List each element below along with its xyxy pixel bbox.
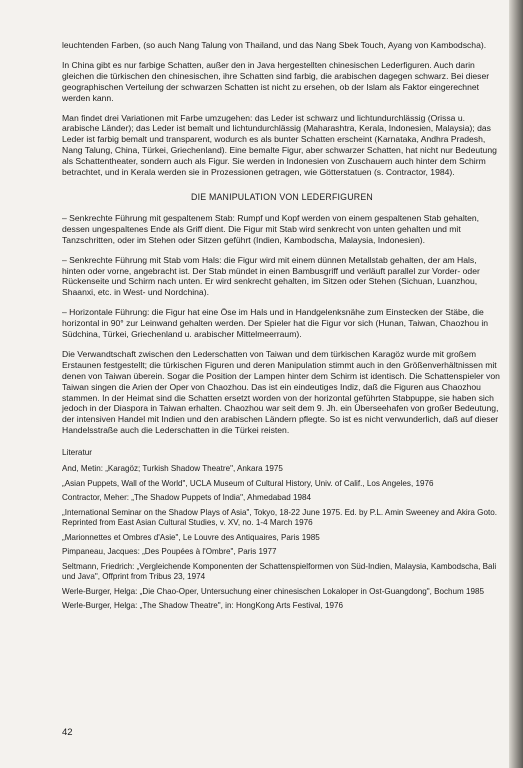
reference-item: Werle-Burger, Helga: „Die Chao-Oper, Untersuchung einer chinesischen Lokaloper in Ost-Guangdong", Bochum 1985 [62,586,485,596]
paragraph: In China gibt es nur farbige Schatten, außer den in Java hergestellten chinesischen Lederfiguren. Auch darin gleichen die türkischen den chinesischen, ihre Schatten sind farbig, die arabischen dagegen schwarz. Bei dieser geographischen Verteilung der schwarzen Schatten ist nicht zu ersehen, ob der Islam als Faktor eingerechnet werden kann. [62,59,490,103]
paragraph: Die Verwandtschaft zwischen den Lederschatten von Taiwan und dem türkischen Karagöz wurde mit großem Erstaunen festgestellt; die türkischen Figuren und deren Manipulation stimmt auch in den Größenverhältnissen mit denen von Taiwan überein. Sogar die Position der Lampen hinter dem Schirm ist identisch. Die Schattenspieler von Taiwan singen die Arien der Oper von Chaozhou. Das ist ein eindeutiges Indiz, daß die Figuren aus Chaozhou stammen. In der Heimat sind die Schatten ersetzt worden von der horizontal geführten Stabpuppe, sie haben sich jedoch in der Diaspora in Taiwan erhalten. Chaozhou war seit dem 9. Jh. ein Überseehafen von großer Bedeutung, der intensiven Handel mit Indien und den arabischen Ländern pflegte. So ist es nicht verwunderlich, daß auf dieser Handelsstraße auch die Lederschatten in die Türkei reisten. [62,348,500,436]
reference-item: „Marionnettes et Ombres d'Asie", Le Louvre des Antiquaires, Paris 1985 [62,532,320,542]
paragraph: Man findet drei Variationen mit Farbe umzugehen: das Leder ist schwarz und lichtundurchlässig (Orissa u. arabische Länder); das Leder ist bemalt und lichtundurchlässig (Maharashtra, Kerala, Indonesien, Malaysia); das Leder ist farbig bemalt und transparent, wodurch es als bunter Schatten erscheint (Karnataka, Andhra Pradesh, Nang Talung, China, Türkei, Griechenland). Eine bemalte Figur, aber schwarzer Schatten, hat nicht nur Bedeutung als Schattentheater, sondern auch als Figur. Sie werden in Indonesien von Zuschauern auch hinter dem Schirm betrachtet, und in Kerala werden sie in Prozessionen getragen, wie Götterstatuen (s. Contractor, 1984). [62,112,497,178]
paragraph: leuchtenden Farben, (so auch Nang Talung von Thailand, und das Nang Sbek Touch, Ayang von Kambodscha). [62,40,487,50]
references-title: Literatur [62,448,93,458]
reference-item: „Asian Puppets, Wall of the World", UCLA Museum of Cultural History, Univ. of Calif., Los Angeles, 1976 [62,478,434,488]
paragraph: – Horizontale Führung: die Figur hat eine Öse im Hals und in Handgelenksnähe zum Einstecken der Stäbe, die horizontal in 90° zur Leinwand gehalten werden. Der Spieler hat die Figur vor sich (Hunan, Taiwan, Chaozhou in Südchina, Türkei, Griechenland u. arabischer Mittelmeerraum). [62,307,489,340]
reference-item: „International Seminar on the Shadow Plays of Asia", Tokyo, 18-22 June 1975. Ed. by P.L. Amin Sweeney and Akira Goto. Reprinted from East Asian Cultural Studies, v. XV, no. 1-4 March 1976 [62,507,497,528]
page-edge-shadow [509,0,523,768]
page-number: 42 [62,727,73,738]
section-heading: DIE MANIPULATION VON LEDERFIGUREN [191,191,373,202]
reference-item: Pimpaneau, Jacques: „Des Poupées à l'Ombre", Paris 1977 [62,547,277,557]
page-content [62,40,502,616]
reference-item: Seltmann, Friedrich: „Vergleichende Komponenten der Schattenspielformen von Süd-Indien, Malaysia, Kambodscha, Bali und Java", Offprint from Tribus 23, 1974 [62,561,497,582]
paragraph: – Senkrechte Führung mit gespaltenem Stab: Rumpf und Kopf werden von einem gespaltenen Stab gehalten, dessen ungespaltenes Ende als Griff dient. Die Figur mit Stab wird senkrecht von unten gehalten und mit Tanzschritten, oder im Stehen oder Sitzen geführt (Indien, Kambodscha, Malaysia, Indonesien). [62,212,480,245]
reference-item: And, Metin: „Karagöz; Turkish Shadow Theatre", Ankara 1975 [62,464,283,474]
reference-item: Contractor, Meher: „The Shadow Puppets of India", Ahmedabad 1984 [62,493,311,503]
reference-item: Werle-Burger, Helga: „The Shadow Theatre", in: HongKong Arts Festival, 1976 [62,601,344,611]
paragraph: – Senkrechte Führung mit Stab vom Hals: die Figur wird mit einem dünnen Metallstab gehalten, der am Hals, hinten oder vorne, angebracht ist. Der Stab mündet in einen Bambusgriff und verläuft parallel zur Vorder- oder Rückenseite und Schirm nach unten. Er wird senkrecht gehalten, im Sitzen oder Stehen (Sichuan, Luanzhou, Shaanxi, etc. in West- und Nordchina). [62,254,480,298]
references-list [62,464,502,612]
